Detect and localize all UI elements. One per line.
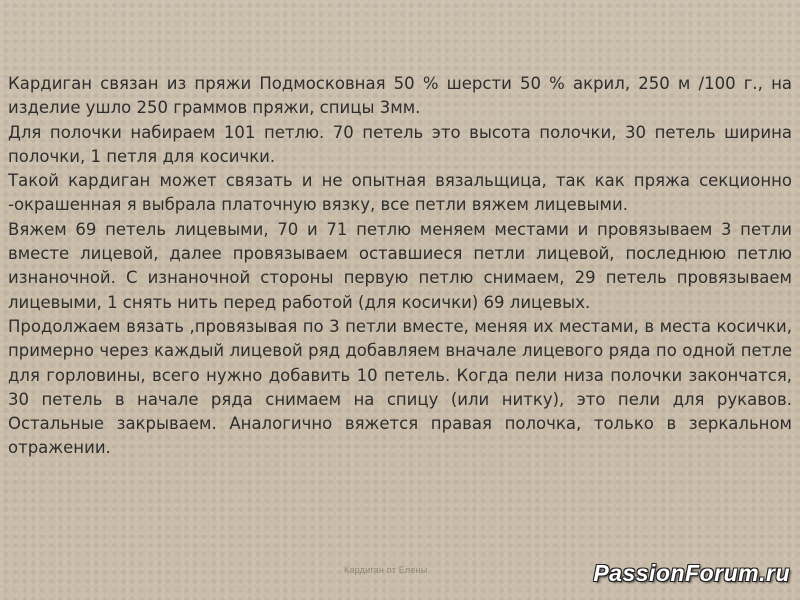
paragraph-yarn-info: Кардиган связан из пряжи Подмосковная 50 % шерсти 50 % акрил, 250 м /100 г., на изделие ушло 250 граммов пряжи, спицы 3мм. [8, 74, 792, 118]
slide-body-text [8, 72, 792, 461]
site-watermark: PassionForum.ru [593, 560, 790, 586]
paragraph-difficulty: Такой кардиган может связать и не опытная вязальщица, так как пряжа секционно -окрашенная я выбрала платочную вязку, все петли вяжем лицевыми. [8, 171, 792, 215]
paragraph-knitting-steps: Вяжем 69 петель лицевыми, 70 и 71 петлю меняем местами и провязываем 3 петли вместе лицевой, далее провязываем оставшиеся петли лицевой, последнюю петлю изнаночной. С изнаночной стороны первую петлю снимаем, 29 петель провязываем лицевыми, 1 снять нить перед работой (для косички) 69 лицевых. [8, 219, 792, 312]
slide-footer: Кардиган от Елены [344, 565, 428, 575]
paragraph-cast-on: Для полочки набираем 101 петлю. 70 петель это высота полочки, 30 петель ширина полочки, 1 петля для косички. [8, 122, 792, 166]
paragraph-continue: Продолжаем вязать ,провязывая по 3 петли вместе, меняя их местами, в места косички, примерно через каждый лицевой ряд добавляем вначале лицевого ряда по одной петле для горловины, всего нужно добавить 10 петель. Когда пели низа полочки закончатся, 30 петель в начале ряда снимаем на спицу (или нитку), это пели для рукавов. Остальные закрываем. Аналогично вяжется правая полочка, только в зеркальном отражении. [8, 316, 792, 458]
